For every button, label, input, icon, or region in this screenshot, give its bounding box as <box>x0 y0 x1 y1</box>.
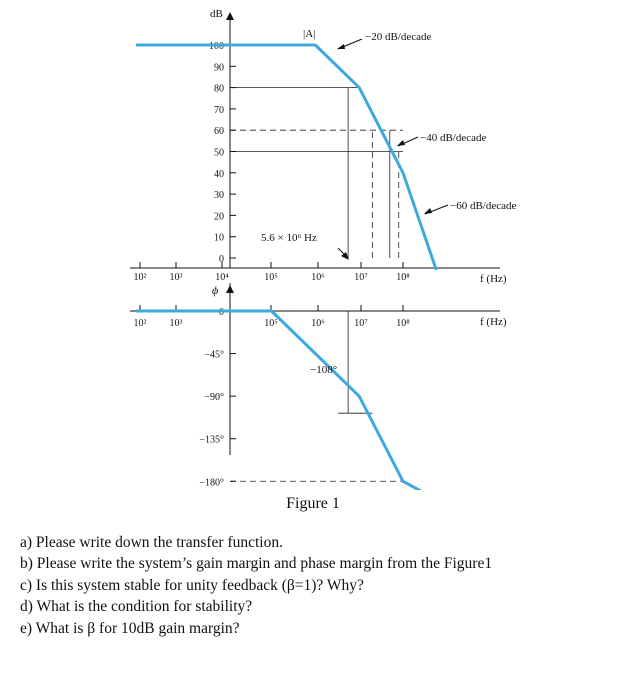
phase-y-ticks <box>199 307 236 490</box>
question-item: a) Please write down the transfer function. <box>20 534 283 551</box>
slope-40-annotation: −40 dB/decade <box>420 132 487 144</box>
magnitude-y-axis-label: dB <box>210 8 223 20</box>
phase-annotations <box>310 364 337 376</box>
slope-60-annotation: −60 dB/decade <box>450 200 517 212</box>
magnitude-y-tick-label: 60 <box>214 126 224 138</box>
magnitude-y-tick-label: 10 <box>214 232 224 244</box>
magnitude-y-tick-label: 100 <box>209 41 224 52</box>
slope-20-annotation: −20 dB/decade <box>365 31 432 43</box>
phase-y-axis-label: ϕ <box>212 283 219 297</box>
phase-y-tick-label: −180° <box>199 477 224 489</box>
phase-guides <box>230 311 403 481</box>
phase-y-tick-label: −90° <box>204 392 224 404</box>
question-item: c) Is this system stable for unity feedback (β=1)? Why? <box>20 576 364 594</box>
phase-y-tick-label: −45° <box>204 349 224 361</box>
phase-y-tick-label: 0 <box>219 307 224 318</box>
magnitude-x-tick-label: 10³ <box>169 272 183 283</box>
phase-x-tick-label: 10⁶ <box>311 318 325 329</box>
phase-x-tick-label: 10⁸ <box>396 318 410 329</box>
magnitude-y-tick-label: 70 <box>214 104 224 116</box>
magnitude-y-ticks <box>209 41 236 265</box>
magnitude-y-tick-label: 40 <box>214 168 224 180</box>
phase-x-ticks <box>134 305 411 329</box>
magnitude-curve-label: |A| <box>303 28 316 40</box>
magnitude-x-tick-label: 10² <box>133 272 147 283</box>
magnitude-x-tick-label: 10⁶ <box>311 272 325 283</box>
magnitude-y-tick-label: 50 <box>214 147 224 159</box>
figure-caption: Figure 1 <box>286 495 340 512</box>
magnitude-x-tick-label: 10⁸ <box>396 272 410 283</box>
magnitude-x-tick-label: 10⁷ <box>354 272 368 283</box>
magnitude-x-tick-label: 10⁵ <box>264 272 278 283</box>
crossover-frequency-annotation: 5.6 × 10⁶ Hz <box>261 232 317 244</box>
magnitude-y-tick-label: 90 <box>214 62 224 74</box>
question-item: b) Please write the system’s gain margin and phase margin from the Figure1 <box>20 555 493 573</box>
phase-x-tick-label: 10³ <box>169 318 183 329</box>
question-item: d) What is the condition for stability? <box>20 598 253 616</box>
magnitude-y-tick-label: 20 <box>214 211 224 223</box>
phase-x-tick-label: 10⁵ <box>264 318 278 329</box>
magnitude-y-tick-label: 30 <box>214 190 224 202</box>
magnitude-y-tick-label: 0 <box>219 254 224 265</box>
magnitude-x-ticks <box>134 262 411 283</box>
question-list <box>20 532 492 639</box>
magnitude-y-tick-label: 80 <box>214 83 224 95</box>
phase-108-annotation: −108° <box>310 364 338 376</box>
phase-x-tick-label: 10² <box>133 318 147 329</box>
phase-y-tick-label: −135° <box>199 434 224 446</box>
magnitude-x-axis-label: f (Hz) <box>480 273 507 285</box>
question-item: e) What is β for 10dB gain margin? <box>20 619 240 637</box>
phase-x-tick-label: 10⁷ <box>354 318 368 329</box>
magnitude-x-tick-label: 10⁴ <box>215 272 229 283</box>
phase-x-axis-label: f (Hz) <box>480 316 507 328</box>
